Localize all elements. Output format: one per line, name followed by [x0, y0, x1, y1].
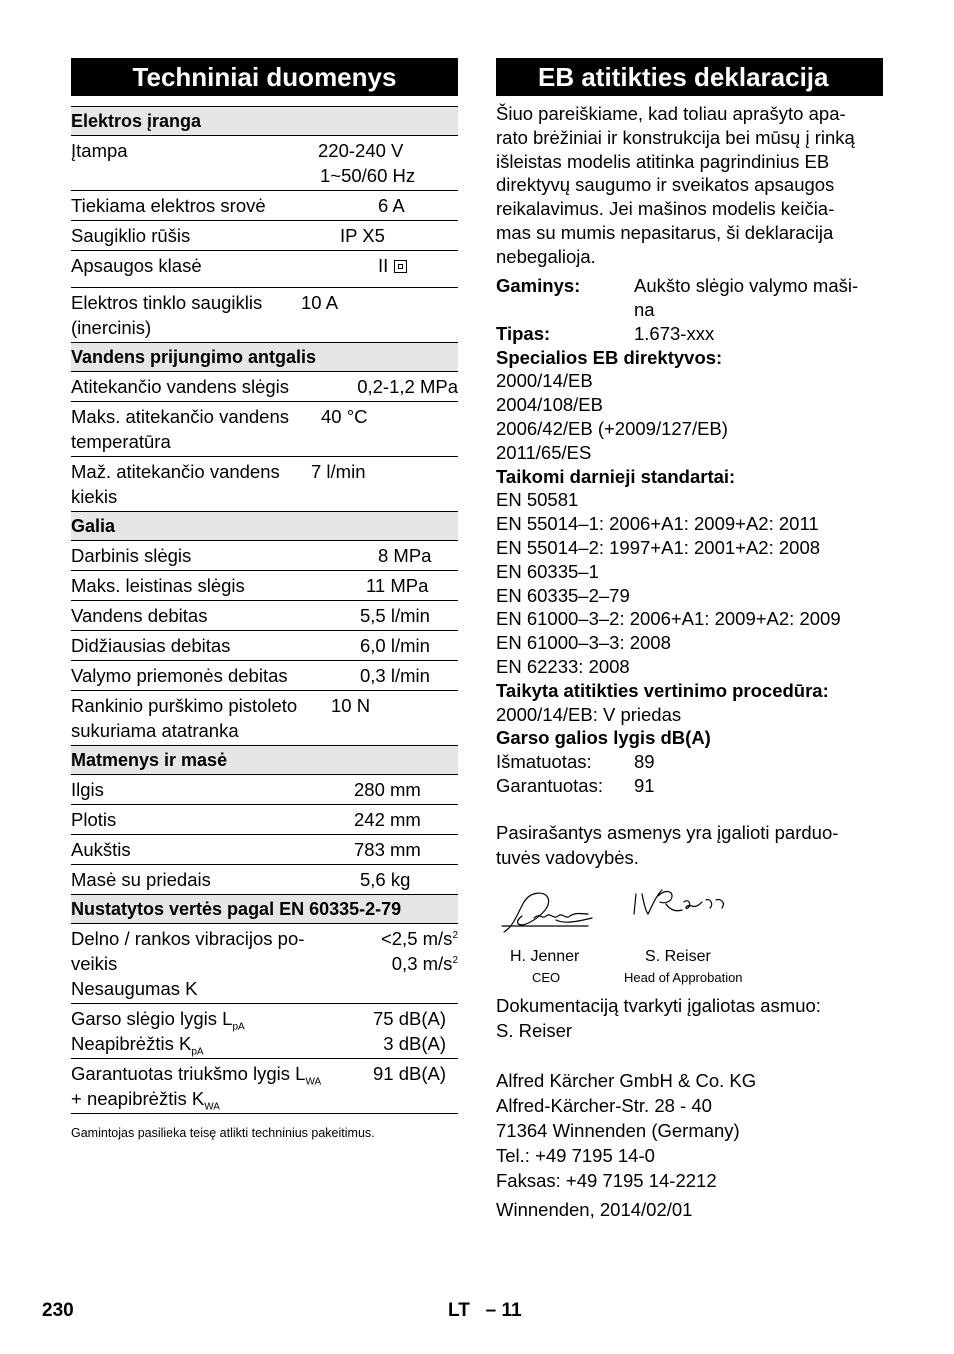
protection-class-ii-icon: [394, 260, 407, 273]
section-header-performance: Galia: [71, 512, 458, 541]
section-header-dimensions: Matmenys ir masė: [71, 746, 458, 775]
page-number: 230: [42, 1300, 74, 1321]
technical-data-table: [71, 106, 458, 1114]
row-voltage: Įtampa 220-240 V 1~50/60 Hz: [71, 136, 458, 191]
declaration-intro: Šiuo pareiškiame, kad toliau aprašyto apa- rato brėžiniai ir konstrukcija bei mūsų į rinką išleistas modelis atitinka pagrindinius EB direktyvų saugumo ir sveikatos apsaugos reikalavimus. Jei mašinos modelis keičia- mas su mumis nepasitarus, ši deklaracija nebegalioja.: [496, 103, 855, 267]
standard-item: EN 60335–1: [496, 560, 599, 582]
standard-item: EN 55014–2: 1997+A1: 2001+A2: 2008: [496, 536, 821, 558]
section-header-water: Vandens prijungimo antgalis: [71, 343, 458, 372]
measured-row: Išmatuotas: 89: [496, 751, 655, 773]
row-height: Aukštis 783 mm: [71, 835, 458, 865]
row-weight: Masė su priedais 5,6 kg: [71, 865, 458, 895]
standard-item: EN 61000–3–2: 2006+A1: 2009+A2: 2009: [496, 608, 841, 630]
row-vibration: Delno / rankos vibracijos po- veikis Nesaugumas K <2,5 $m/s^2$ 0,3 $m/s^2$: [71, 924, 458, 1004]
guaranteed-row: Garantuotas: 91: [496, 775, 655, 797]
place-date: Winnenden, 2014/02/01: [496, 1199, 693, 1221]
row-sound-power: Garantuotas triukšmo lygis $L_{WA}$ + neapibrėžtis $K_{WA}$ 91 dB(A): [71, 1059, 458, 1114]
standard-item: EN 60335–2–79: [496, 584, 630, 606]
declaration-column: [496, 58, 883, 1222]
row-detergent-flow: Valymo priemonės debitas 0,3 l/min: [71, 661, 458, 691]
procedure-header: Taikyta atitikties vertinimo procedūra:: [496, 679, 829, 701]
standard-item: EN 61000–3–3: 2008: [496, 632, 671, 654]
row-protection-type: Saugiklio rūšis IP X5: [71, 221, 458, 251]
procedure-value: 2000/14/EB: V priedas: [496, 703, 682, 725]
directive-item: 2000/14/EB: [496, 370, 593, 392]
row-length: Ilgis 280 mm: [71, 775, 458, 805]
row-current: Tiekiama elektros srovė 6 A: [71, 191, 458, 221]
signer-2-name: S. Reiser: [645, 948, 711, 966]
signature-reiser: [634, 890, 723, 914]
sound-power-header: Garso galios lygis dB(A): [496, 727, 711, 749]
row-recoil: Rankinio purškimo pistoleto sukuriama atatranka 10 N: [71, 691, 458, 746]
row-max-flow: Didžiausias debitas 6,0 l/min: [71, 631, 458, 661]
signatories-text: Pasirašantys asmenys yra įgalioti parduo- tuvės vadovybės.: [496, 822, 839, 869]
documentation-authorized: Dokumentaciją tvarkyti įgaliotas asmuo: S. Reiser: [496, 995, 821, 1042]
standard-item: EN 62233: 2008: [496, 655, 630, 677]
signer-1-name: H. Jenner: [510, 948, 580, 966]
declaration-title: EB atitikties deklaracija: [496, 58, 883, 96]
standard-item: EN 55014–1: 2006+A1: 2009+A2: 2011: [496, 513, 819, 535]
directive-item: 2004/108/EB: [496, 394, 603, 416]
directives-header: Specialios EB direktyvos:: [496, 346, 723, 368]
row-working-pressure: Darbinis slėgis 8 MPa: [71, 541, 458, 571]
product-row: Gaminys: Aukšto slėgio valymo maši- na: [496, 274, 859, 320]
row-max-pressure: Maks. leistinas slėgis 11 MPa: [71, 571, 458, 601]
row-inlet-pressure: Atitekančio vandens slėgis 0,2-1,2 MPa: [71, 372, 458, 402]
row-protection-class: Apsaugos klasė II: [71, 251, 458, 288]
row-width: Plotis 242 mm: [71, 805, 458, 835]
directive-item: 2011/65/ES: [496, 441, 592, 463]
directive-item: 2006/42/EB (+2009/127/EB): [496, 417, 728, 439]
technical-data-column: [71, 58, 458, 1140]
row-flow-rate: Vandens debitas 5,5 l/min: [71, 601, 458, 631]
signatures: [496, 880, 883, 985]
row-sound-pressure: Garso slėgio lygis $L_{pA}$ Neapibrėžtis $K_{pA}$ 75 dB(A) 3 dB(A): [71, 1004, 458, 1059]
language-page: LT – 11: [448, 1300, 522, 1321]
technical-data-title: Techniniai duomenys: [71, 58, 458, 96]
row-fuse: Elektros tinklo saugiklis (inercinis) 10 A: [71, 288, 458, 343]
section-header-electrical: Elektros įranga: [71, 107, 458, 136]
section-header-measured: Nustatytos vertės pagal EN 60335-2-79: [71, 895, 458, 924]
signer-2-title: Head of Approbation: [624, 970, 743, 986]
row-inlet-flow: Maž. atitekančio vandens kiekis 7 l/min: [71, 457, 458, 512]
row-inlet-temperature: Maks. atitekančio vandens temperatūra 40 °C: [71, 402, 458, 457]
company-address: Alfred Kärcher GmbH & Co. KG Alfred-Kärcher-Str. 28 - 40 71364 Winnenden (Germany) Tel.: +49 7195 14-0 Faksas: +49 7195 14-2212: [496, 1070, 757, 1192]
type-row: Tipas: 1.673-xxx: [496, 322, 715, 344]
technical-changes-note: Gamintojas pasilieka teisę atlikti techninius pakeitimus.: [71, 1126, 375, 1140]
standards-header: Taikomi darnieji standartai:: [496, 465, 736, 487]
signer-1-title: CEO: [532, 970, 561, 986]
standard-item: EN 50581: [496, 489, 579, 511]
